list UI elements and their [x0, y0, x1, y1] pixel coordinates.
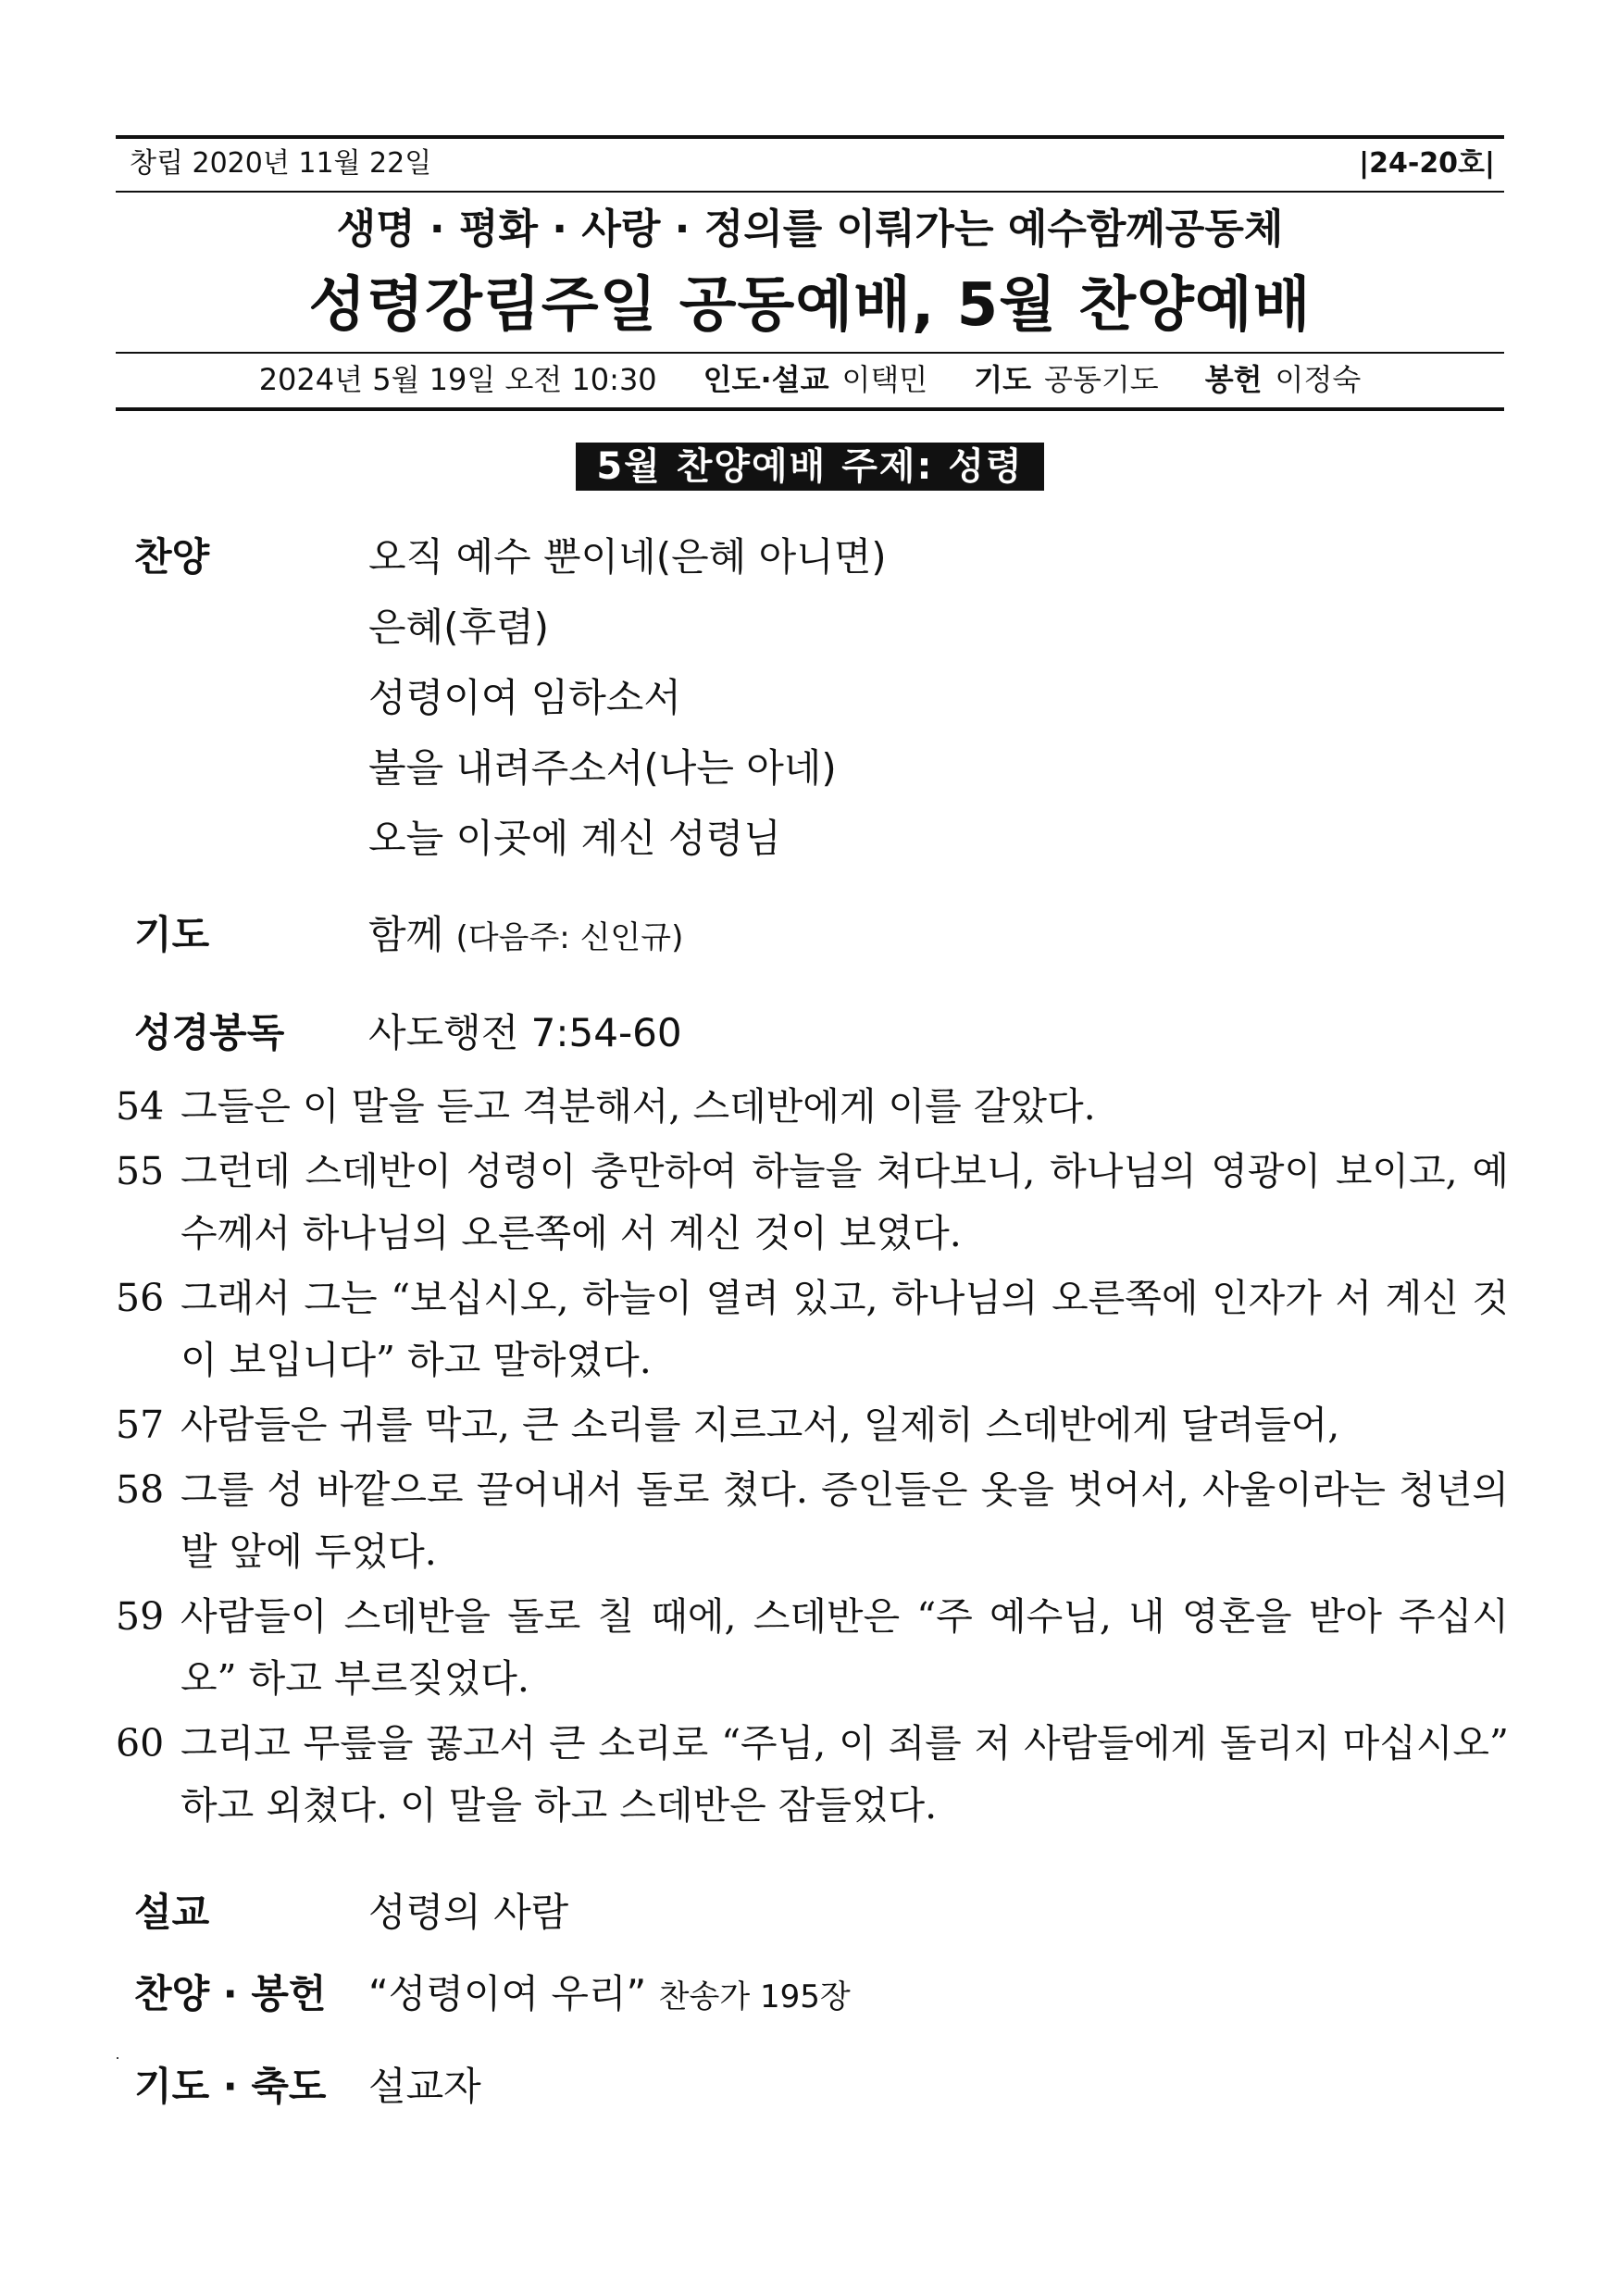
praise-label: 찬양	[134, 534, 210, 580]
stray-mark	[117, 2057, 118, 2059]
sermon-title: 성령의 사람	[368, 1890, 569, 1935]
verse-text: 그리고 무릎을 꿇고서 큰 소리로 “주님, 이 죄를 저 사람들에게 돌리지 마십시오” 하고 외쳤다. 이 말을 하고 스데반은 잠들었다.	[180, 1721, 1509, 1828]
founded-date: 창립 2020년 11월 22일	[130, 147, 432, 180]
verse-text: 사람들이 스데반을 돌로 칠 때에, 스데반은 “주 예수님, 내 영혼을 받아 주십시오” 하고 부르짖었다.	[180, 1594, 1509, 1701]
verse	[116, 1459, 1509, 1583]
community-subtitle: 생명 · 평화 · 사랑 · 정의를 이뤄가는 예수함께공동체	[336, 206, 1284, 253]
prayer-section-label: 기도	[134, 912, 210, 957]
verse-text: 그를 성 바깥으로 끌어내서 돌로 쳤다. 증인들은 옷을 벗어서, 사울이라는 청년의 발 앞에 두었다.	[180, 1467, 1510, 1574]
verse	[116, 1394, 1509, 1456]
verse-text: 그들은 이 말을 듣고 격분해서, 스데반에게 이를 갈았다.	[180, 1084, 1096, 1129]
sermon-label: 설교	[134, 1890, 210, 1935]
verse-number: 55	[116, 1149, 165, 1193]
verse-number: 56	[116, 1276, 165, 1320]
benediction-label: 기도 · 축도	[134, 2064, 327, 2109]
verse	[116, 1586, 1509, 1710]
reading-label: 성경봉독	[134, 1010, 285, 1055]
hymn-number: 찬송가 195장	[658, 1978, 851, 2015]
hymn-label: 찬양 · 봉헌	[134, 1971, 327, 2016]
theme-label: 5월 찬양예배 주제: 성령	[576, 443, 1043, 491]
leader-label: 인도·설교	[703, 362, 829, 397]
verse	[116, 1141, 1509, 1265]
verse-number: 58	[116, 1467, 165, 1512]
praise-song: 오늘 이곳에 계신 성령님	[368, 816, 781, 861]
benediction-value: 설교자	[368, 2064, 481, 2109]
meta-divider	[116, 191, 1504, 193]
prayer-name: 공동기도	[1044, 362, 1159, 397]
title-divider	[116, 352, 1504, 354]
info-divider	[116, 407, 1504, 411]
offering-label: 봉헌	[1204, 362, 1263, 397]
verse	[116, 1713, 1509, 1837]
hymn-title: “성령이여 우리”	[368, 1971, 647, 2016]
verse-number: 59	[116, 1594, 165, 1639]
praise-song: 오직 예수 뿐이네(은혜 아니면)	[368, 534, 887, 580]
top-rule	[116, 135, 1504, 139]
verse-text: 그래서 그는 “보십시오, 하늘이 열려 있고, 하나님의 오른쪽에 인자가 서 계신 것이 보입니다” 하고 말하였다.	[180, 1276, 1509, 1382]
service-info	[116, 356, 1504, 403]
praise-song: 은혜(후렴)	[368, 605, 550, 650]
verse-number: 54	[116, 1084, 165, 1129]
praise-song: 불을 내려주소서(나는 아네)	[368, 745, 837, 791]
hymn-value	[368, 1966, 851, 2025]
leader-name: 이택민	[841, 362, 928, 397]
scripture-passage	[116, 1076, 1509, 1837]
service-datetime: 2024년 5월 19일 오전 10:30	[258, 362, 657, 397]
offering-name: 이정숙	[1275, 362, 1362, 397]
meta-row	[130, 141, 1495, 187]
prayer-leader: 함께	[368, 912, 444, 957]
verse-text: 사람들은 귀를 막고, 큰 소리를 지르고서, 일제히 스데반에게 달려들어,	[180, 1403, 1340, 1447]
reading-reference: 사도행전 7:54-60	[368, 1010, 682, 1055]
verse-text: 그런데 스데반이 성령이 충만하여 하늘을 쳐다보니, 하나님의 영광이 보이고, 예수께서 하나님의 오른쪽에 서 계신 것이 보였다.	[180, 1149, 1509, 1255]
theme-banner	[116, 443, 1504, 491]
verse	[116, 1267, 1509, 1391]
praise-song: 성령이여 임하소서	[368, 675, 681, 720]
verse-number: 57	[116, 1403, 165, 1447]
prayer-value	[368, 907, 683, 966]
page-title: 성령강림주일 공동예배, 5월 찬양예배	[308, 271, 1312, 340]
verse	[116, 1076, 1509, 1138]
issue-number: |24-20호|	[1359, 147, 1495, 180]
prayer-next-week: (다음주: 신인규)	[455, 919, 684, 956]
verse-number: 60	[116, 1721, 165, 1766]
prayer-label: 기도	[974, 362, 1032, 397]
